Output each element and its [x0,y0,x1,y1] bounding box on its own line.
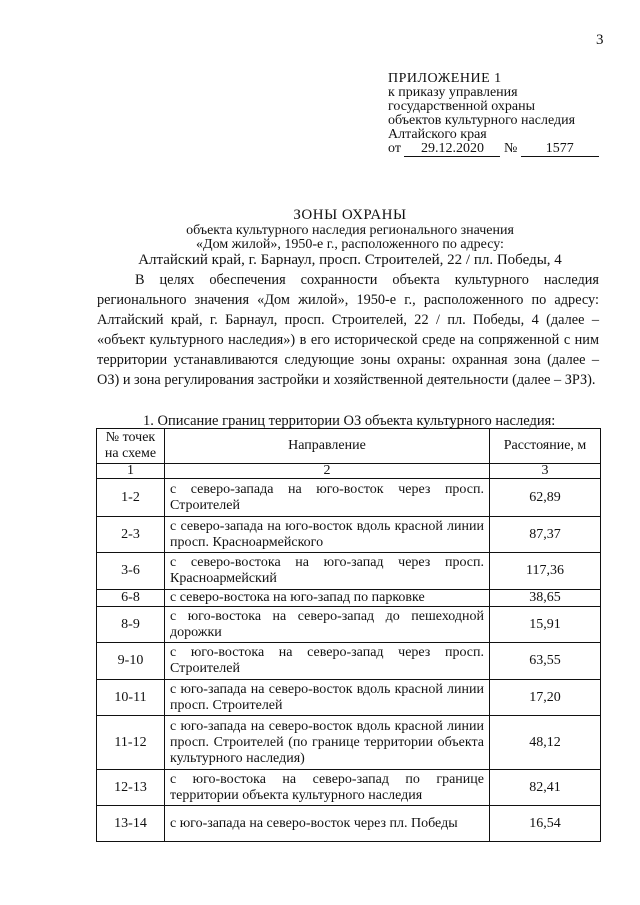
cell-direction: с юго-запада на северо-восток вдоль красной линии просп. Строителей [165,680,490,716]
appendix-title: ПРИЛОЖЕНИЕ 1 [388,71,502,86]
header-points: № точек на схеме [97,429,165,464]
table-row [97,517,601,553]
cell-points: 1-2 [97,479,165,517]
table-row [97,806,601,842]
appendix-line: государственной охраны [388,99,536,114]
cell-direction: с северо-запада на юго-восток через просп. Строителей [165,479,490,517]
appendix-line: Алтайского края [388,127,487,142]
appendix-block [388,72,628,157]
table-row [97,553,601,590]
page-number: 3 [596,32,604,48]
cell-points: 12-13 [97,770,165,806]
cell-points: 3-6 [97,553,165,590]
column-number-row [97,464,601,479]
header-direction: Направление [165,429,490,464]
cell-distance: 15,91 [490,607,601,643]
cell-distance: 48,12 [490,716,601,770]
boundary-table [96,428,601,842]
cell-points: 6-8 [97,590,165,607]
cell-direction: с юго-востока на северо-запад через просп. Строителей [165,643,490,680]
table-row [97,479,601,517]
date-prefix: от [388,141,401,156]
cell-points: 10-11 [97,680,165,716]
table-row [97,680,601,716]
cell-direction: с юго-востока на северо-запад по границе территории объекта культурного наследия [165,770,490,806]
number-sign: № [503,141,518,156]
table-caption: 1. Описание границ территории ОЗ объекта культурного наследия: [143,413,556,429]
order-number: 1577 [521,142,599,157]
column-number: 3 [490,464,601,479]
table-row [97,590,601,607]
cell-points: 2-3 [97,517,165,553]
cell-distance: 16,54 [490,806,601,842]
order-date: 29.12.2020 [404,142,500,157]
cell-points: 8-9 [97,607,165,643]
document-header [100,207,600,268]
table-row [97,643,601,680]
header-line: «Дом жилой», 1950-е г., расположенного по адресу: [196,237,504,252]
cell-direction: с юго-запада на северо-восток через пл. Победы [165,806,490,842]
cell-points: 9-10 [97,643,165,680]
cell-direction: с юго-востока на северо-запад до пешеходной дорожки [165,607,490,643]
column-number: 2 [165,464,490,479]
cell-points: 13-14 [97,806,165,842]
header-line: Алтайский край, г. Барнаул, просп. Строителей, 22 / пл. Победы, 4 [138,252,562,268]
cell-distance: 63,55 [490,643,601,680]
cell-direction: с северо-востока на юго-запад по парковке [165,590,490,607]
cell-distance: 87,37 [490,517,601,553]
appendix-date-line [388,142,628,157]
intro-paragraph: В целях обеспечения сохранности объекта культурного наследия регионального значения «Дом жилой», 1950-е г., расположенного по адресу: Алтайский край, г. Барнаул, просп. Строителей, 22 / пл. Победы, 4 (далее – «объект культурного наследия») в его исторической среде на сопряженной с ним территории устанавливаются следующие зоны охраны: охранная зона (далее – ОЗ) и зона регулирования застройки и хозяйственной деятельности (далее – ЗРЗ). [97,272,599,388]
table-row [97,770,601,806]
appendix-line: объектов культурного наследия [388,113,576,128]
cell-distance: 82,41 [490,770,601,806]
table-header-row [97,429,601,464]
header-distance: Расстояние, м [490,429,601,464]
cell-direction: с северо-запада на юго-восток вдоль красной линии просп. Красноармейского [165,517,490,553]
appendix-line: к приказу управления [388,85,518,100]
table-row [97,716,601,770]
cell-direction: с северо-востока на юго-запад через просп. Красноармейский [165,553,490,590]
column-number: 1 [97,464,165,479]
header-line: объекта культурного наследия регионального значения [186,223,514,238]
cell-points: 11-12 [97,716,165,770]
cell-distance: 38,65 [490,590,601,607]
table-row [97,607,601,643]
document-title: ЗОНЫ ОХРАНЫ [293,207,407,223]
cell-distance: 117,36 [490,553,601,590]
cell-distance: 17,20 [490,680,601,716]
cell-distance: 62,89 [490,479,601,517]
cell-direction: с юго-запада на северо-восток вдоль красной линии просп. Строителей (по границе территории объекта культурного наследия) [165,716,490,770]
